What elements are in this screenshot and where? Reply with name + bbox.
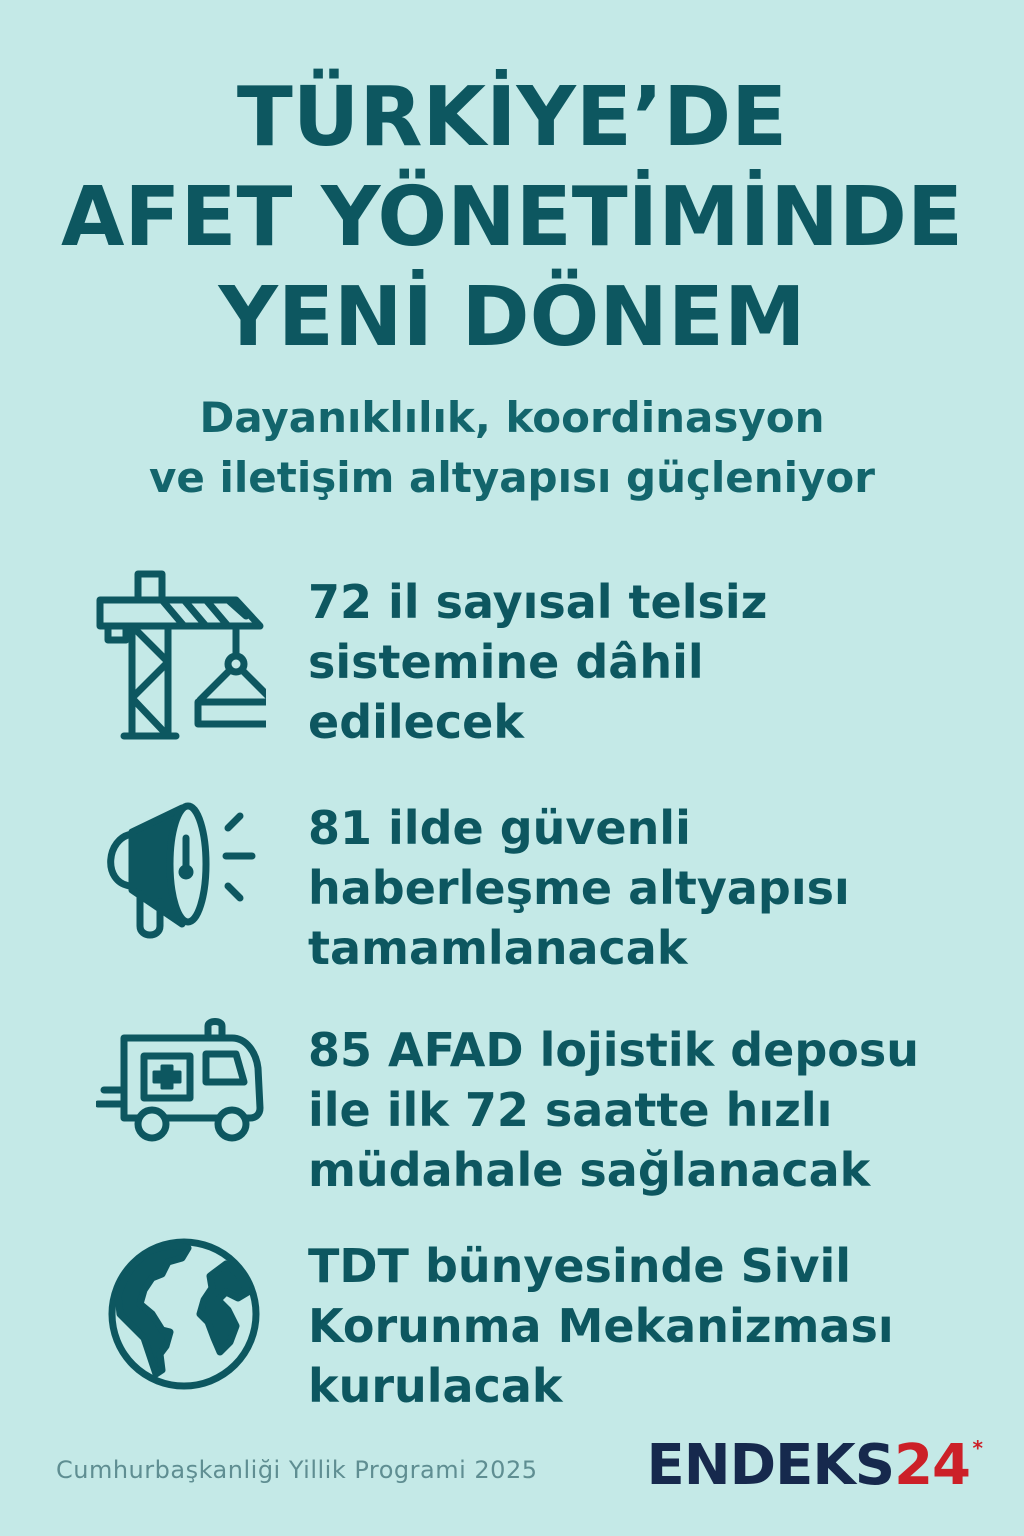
logo-mark: * xyxy=(972,1436,982,1460)
item-line: TDT bünyesinde Sivil xyxy=(308,1239,852,1293)
item-line: kurulacak xyxy=(308,1359,563,1413)
item-text xyxy=(308,1236,1008,1416)
list-item xyxy=(0,570,1024,760)
ambulance-icon xyxy=(96,1016,266,1196)
page-subtitle xyxy=(0,388,1024,508)
item-text xyxy=(308,1020,1008,1200)
item-line: 72 il sayısal telsiz xyxy=(308,575,768,629)
subtitle-line-1: Dayanıklılık, koordinasyon xyxy=(199,393,825,442)
logo-number: 24 xyxy=(894,1433,970,1498)
title-line-2: AFET YÖNETİMİNDE xyxy=(60,170,964,265)
list-item xyxy=(0,1016,1024,1206)
item-line: haberleşme altyapısı xyxy=(308,861,850,915)
crane-icon xyxy=(96,570,266,750)
item-line: ile ilk 72 saatte hızlı xyxy=(308,1083,833,1137)
item-line: edilecek xyxy=(308,695,524,749)
item-line: 81 ilde güvenli xyxy=(308,801,691,855)
brand-logo xyxy=(646,1433,982,1498)
megaphone-icon xyxy=(96,798,266,978)
item-line: Korunma Mekanizması xyxy=(308,1299,894,1353)
item-line: tamamlanacak xyxy=(308,921,688,975)
subtitle-line-2: ve iletişim altyapısı güçleniyor xyxy=(148,453,876,502)
source-credit: Cumhurbaşkanliği Yillik Programi 2025 xyxy=(56,1456,538,1484)
item-line: sistemine dâhil xyxy=(308,635,704,689)
title-line-3: YENİ DÖNEM xyxy=(218,270,806,365)
item-line: 85 AFAD lojistik deposu xyxy=(308,1023,920,1077)
list-item xyxy=(0,1234,1024,1424)
logo-text: ENDEKS xyxy=(646,1433,895,1498)
title-line-1: TÜRKİYE’DE xyxy=(236,70,788,165)
item-text xyxy=(308,572,1008,752)
item-line: müdahale sağlanacak xyxy=(308,1143,871,1197)
list-item xyxy=(0,798,1024,988)
globe-icon xyxy=(96,1234,266,1414)
item-text xyxy=(308,798,1008,978)
page-title xyxy=(0,68,1024,368)
